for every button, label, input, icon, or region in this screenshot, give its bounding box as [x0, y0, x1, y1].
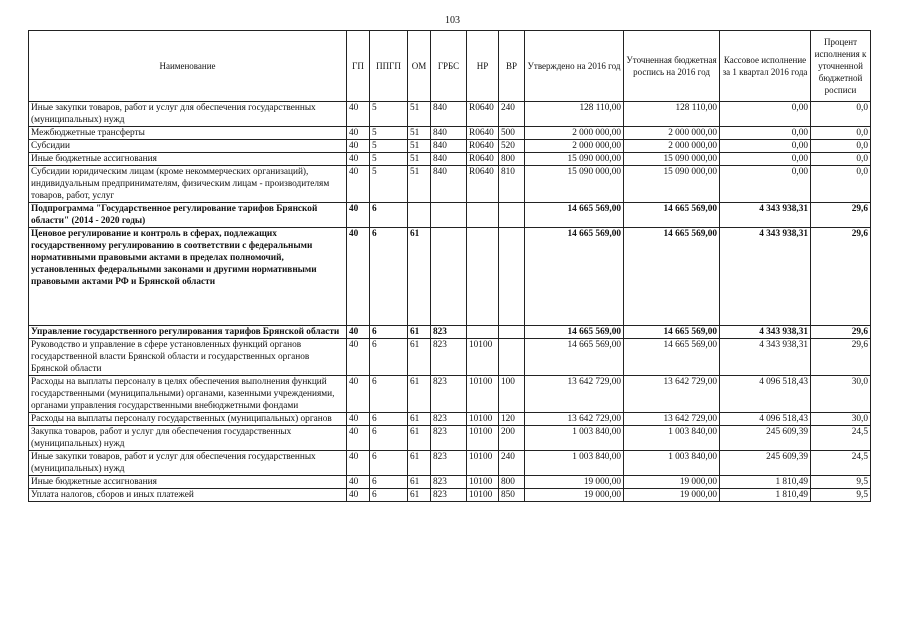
- cell-vr: 100: [499, 376, 525, 413]
- cell-cash: 1 810,49: [720, 476, 811, 489]
- cell-gp: 40: [347, 426, 370, 451]
- cell-approved: 14 665 569,00: [525, 203, 624, 228]
- cell-grbs: 823: [431, 426, 467, 451]
- cell-name: Иные бюджетные ассигнования: [29, 476, 347, 489]
- cell-ppgp: 5: [370, 140, 408, 153]
- cell-grbs: 840: [431, 140, 467, 153]
- cell-nr: R0640: [467, 166, 499, 203]
- cell-cash: 245 609,39: [720, 426, 811, 451]
- cell-om: 61: [408, 476, 431, 489]
- cell-grbs: 823: [431, 476, 467, 489]
- cell-percent: 29,6: [811, 339, 871, 376]
- cell-approved: 14 665 569,00: [525, 339, 624, 376]
- cell-nr: 10100: [467, 451, 499, 476]
- cell-cash: 0,00: [720, 127, 811, 140]
- cell-approved: 15 090 000,00: [525, 153, 624, 166]
- header-om: ОМ: [408, 31, 431, 102]
- cell-ppgp: 6: [370, 451, 408, 476]
- cell-refined: 19 000,00: [624, 489, 720, 502]
- cell-approved: 13 642 729,00: [525, 413, 624, 426]
- cell-nr: R0640: [467, 127, 499, 140]
- cell-vr: 240: [499, 451, 525, 476]
- cell-nr: 10100: [467, 489, 499, 502]
- cell-nr: [467, 326, 499, 339]
- table-row: [29, 489, 871, 502]
- cell-gp: 40: [347, 339, 370, 376]
- cell-ppgp: 6: [370, 326, 408, 339]
- cell-om: 51: [408, 140, 431, 153]
- cell-name: Расходы на выплаты персоналу государственных (муниципальных) органов: [29, 413, 347, 426]
- cell-refined: 13 642 729,00: [624, 413, 720, 426]
- cell-percent: 0,0: [811, 102, 871, 127]
- header-approved: Утверждено на 2016 год: [525, 31, 624, 102]
- cell-name: Уплата налогов, сборов и иных платежей: [29, 489, 347, 502]
- cell-refined: 2 000 000,00: [624, 127, 720, 140]
- header-gp: ГП: [347, 31, 370, 102]
- cell-gp: 40: [347, 326, 370, 339]
- cell-approved: 1 003 840,00: [525, 451, 624, 476]
- cell-percent: 0,0: [811, 127, 871, 140]
- cell-ppgp: 6: [370, 203, 408, 228]
- cell-grbs: 823: [431, 413, 467, 426]
- cell-name: Иные закупки товаров, работ и услуг для обеспечения государственных (муниципальных) нужд: [29, 102, 347, 127]
- cell-refined: 19 000,00: [624, 476, 720, 489]
- cell-gp: 40: [347, 451, 370, 476]
- cell-approved: 15 090 000,00: [525, 166, 624, 203]
- cell-percent: 9,5: [811, 476, 871, 489]
- cell-om: 51: [408, 127, 431, 140]
- cell-vr: 500: [499, 127, 525, 140]
- cell-percent: 24,5: [811, 426, 871, 451]
- cell-name: Ценовое регулирование и контроль в сферах, подлежащих государственному регулированию в соответствии с федеральными нормативными правовыми актами в пределах полномочий, установленных федеральными законами и другими нормативными правовыми актами РФ и Брянской области: [29, 228, 347, 326]
- cell-cash: 4 343 938,31: [720, 203, 811, 228]
- cell-name: Руководство и управление в сфере установленных функций органов государственной власти Брянской области и государственных органов Брянской области: [29, 339, 347, 376]
- table-row: [29, 203, 871, 228]
- header-ppgp: ППГП: [370, 31, 408, 102]
- cell-name: Субсидии: [29, 140, 347, 153]
- cell-approved: 13 642 729,00: [525, 376, 624, 413]
- cell-refined: 128 110,00: [624, 102, 720, 127]
- cell-gp: 40: [347, 489, 370, 502]
- header-grbs: ГРБС: [431, 31, 467, 102]
- cell-cash: 4 096 518,43: [720, 413, 811, 426]
- cell-refined: 14 665 569,00: [624, 203, 720, 228]
- cell-nr: [467, 203, 499, 228]
- cell-om: [408, 203, 431, 228]
- cell-ppgp: 6: [370, 489, 408, 502]
- table-row: [29, 376, 871, 413]
- cell-vr: 810: [499, 166, 525, 203]
- cell-nr: 10100: [467, 376, 499, 413]
- cell-grbs: 823: [431, 451, 467, 476]
- table-row: [29, 339, 871, 376]
- cell-cash: 4 096 518,43: [720, 376, 811, 413]
- cell-percent: 0,0: [811, 140, 871, 153]
- cell-grbs: 823: [431, 326, 467, 339]
- cell-approved: 14 665 569,00: [525, 228, 624, 326]
- cell-name: Межбюджетные трансферты: [29, 127, 347, 140]
- cell-ppgp: 5: [370, 102, 408, 127]
- cell-nr: 10100: [467, 339, 499, 376]
- cell-nr: R0640: [467, 102, 499, 127]
- cell-om: 61: [408, 228, 431, 326]
- cell-ppgp: 6: [370, 426, 408, 451]
- cell-approved: 19 000,00: [525, 489, 624, 502]
- cell-cash: 0,00: [720, 102, 811, 127]
- cell-vr: [499, 203, 525, 228]
- cell-vr: 800: [499, 153, 525, 166]
- cell-approved: 2 000 000,00: [525, 140, 624, 153]
- cell-refined: 2 000 000,00: [624, 140, 720, 153]
- cell-grbs: [431, 203, 467, 228]
- header-refined: Уточненная бюджетная роспись на 2016 год: [624, 31, 720, 102]
- cell-nr: R0640: [467, 153, 499, 166]
- cell-om: 61: [408, 426, 431, 451]
- cell-refined: 1 003 840,00: [624, 426, 720, 451]
- cell-gp: 40: [347, 140, 370, 153]
- cell-name: Иные закупки товаров, работ и услуг для обеспечения государственных (муниципальных) нужд: [29, 451, 347, 476]
- cell-refined: 15 090 000,00: [624, 153, 720, 166]
- header-percent: Процент исполнения к уточненной бюджетной росписи: [811, 31, 871, 102]
- cell-refined: 15 090 000,00: [624, 166, 720, 203]
- cell-om: 61: [408, 376, 431, 413]
- cell-percent: 9,5: [811, 489, 871, 502]
- cell-vr: [499, 228, 525, 326]
- table-body: [29, 102, 871, 502]
- cell-approved: 19 000,00: [525, 476, 624, 489]
- cell-ppgp: 5: [370, 127, 408, 140]
- cell-refined: 14 665 569,00: [624, 339, 720, 376]
- header-nr: НР: [467, 31, 499, 102]
- cell-percent: 0,0: [811, 166, 871, 203]
- cell-grbs: 823: [431, 339, 467, 376]
- cell-gp: 40: [347, 476, 370, 489]
- cell-grbs: 840: [431, 166, 467, 203]
- table-row: [29, 413, 871, 426]
- cell-approved: 14 665 569,00: [525, 326, 624, 339]
- cell-grbs: 840: [431, 127, 467, 140]
- cell-cash: 0,00: [720, 153, 811, 166]
- cell-ppgp: 6: [370, 228, 408, 326]
- cell-percent: 24,5: [811, 451, 871, 476]
- cell-ppgp: 5: [370, 166, 408, 203]
- cell-vr: 850: [499, 489, 525, 502]
- cell-name: Расходы на выплаты персоналу в целях обеспечения выполнения функций государственными (муниципальными) органами, казенными учреждениями, органами управления государственными внебюджетными фондами: [29, 376, 347, 413]
- cell-approved: 1 003 840,00: [525, 426, 624, 451]
- cell-vr: 120: [499, 413, 525, 426]
- budget-table: [28, 30, 871, 502]
- cell-vr: 240: [499, 102, 525, 127]
- cell-ppgp: 6: [370, 476, 408, 489]
- cell-grbs: 840: [431, 102, 467, 127]
- table-header-row: [29, 31, 871, 102]
- cell-refined: 13 642 729,00: [624, 376, 720, 413]
- cell-gp: 40: [347, 127, 370, 140]
- cell-gp: 40: [347, 228, 370, 326]
- cell-grbs: 823: [431, 489, 467, 502]
- cell-om: 51: [408, 153, 431, 166]
- cell-gp: 40: [347, 413, 370, 426]
- cell-cash: 4 343 938,31: [720, 339, 811, 376]
- cell-ppgp: 5: [370, 153, 408, 166]
- cell-refined: 14 665 569,00: [624, 228, 720, 326]
- header-vr: ВР: [499, 31, 525, 102]
- cell-approved: 128 110,00: [525, 102, 624, 127]
- cell-cash: 4 343 938,31: [720, 228, 811, 326]
- cell-percent: 30,0: [811, 376, 871, 413]
- cell-percent: 0,0: [811, 153, 871, 166]
- cell-percent: 29,6: [811, 203, 871, 228]
- page-number: 103: [445, 15, 460, 26]
- table-row: [29, 140, 871, 153]
- table-row: [29, 451, 871, 476]
- cell-cash: 245 609,39: [720, 451, 811, 476]
- table-row: [29, 476, 871, 489]
- cell-vr: 520: [499, 140, 525, 153]
- cell-refined: 14 665 569,00: [624, 326, 720, 339]
- table-row: [29, 228, 871, 326]
- cell-om: 61: [408, 489, 431, 502]
- cell-om: 61: [408, 413, 431, 426]
- cell-vr: [499, 326, 525, 339]
- cell-ppgp: 6: [370, 376, 408, 413]
- cell-vr: 200: [499, 426, 525, 451]
- cell-om: 51: [408, 102, 431, 127]
- header-cash: Кассовое исполнение за 1 квартал 2016 года: [720, 31, 811, 102]
- cell-om: 51: [408, 166, 431, 203]
- table-row: [29, 326, 871, 339]
- cell-approved: 2 000 000,00: [525, 127, 624, 140]
- cell-name: Субсидии юридическим лицам (кроме некоммерческих организаций), индивидуальным предпринимателям, физическим лицам - производителям товаров, работ, услуг: [29, 166, 347, 203]
- cell-nr: R0640: [467, 140, 499, 153]
- cell-name: Подпрограмма "Государственное регулирование тарифов Брянской области" (2014 - 2020 годы): [29, 203, 347, 228]
- table-row: [29, 166, 871, 203]
- cell-om: 61: [408, 326, 431, 339]
- cell-grbs: [431, 228, 467, 326]
- cell-om: 61: [408, 339, 431, 376]
- table-row: [29, 153, 871, 166]
- cell-vr: 800: [499, 476, 525, 489]
- cell-gp: 40: [347, 153, 370, 166]
- cell-gp: 40: [347, 203, 370, 228]
- cell-cash: 1 810,49: [720, 489, 811, 502]
- cell-cash: 0,00: [720, 166, 811, 203]
- cell-ppgp: 6: [370, 339, 408, 376]
- cell-gp: 40: [347, 376, 370, 413]
- cell-name: Закупка товаров, работ и услуг для обеспечения государственных (муниципальных) нужд: [29, 426, 347, 451]
- cell-om: 61: [408, 451, 431, 476]
- cell-name: Управление государственного регулирования тарифов Брянской области: [29, 326, 347, 339]
- cell-gp: 40: [347, 166, 370, 203]
- cell-nr: [467, 228, 499, 326]
- cell-nr: 10100: [467, 476, 499, 489]
- cell-vr: [499, 339, 525, 376]
- cell-nr: 10100: [467, 426, 499, 451]
- cell-cash: 4 343 938,31: [720, 326, 811, 339]
- cell-cash: 0,00: [720, 140, 811, 153]
- cell-ppgp: 6: [370, 413, 408, 426]
- cell-percent: 29,6: [811, 228, 871, 326]
- cell-percent: 29,6: [811, 326, 871, 339]
- cell-name: Иные бюджетные ассигнования: [29, 153, 347, 166]
- table-row: [29, 426, 871, 451]
- cell-percent: 30,0: [811, 413, 871, 426]
- table-row: [29, 127, 871, 140]
- table-row: [29, 102, 871, 127]
- cell-grbs: 823: [431, 376, 467, 413]
- cell-grbs: 840: [431, 153, 467, 166]
- cell-refined: 1 003 840,00: [624, 451, 720, 476]
- cell-gp: 40: [347, 102, 370, 127]
- header-name: Наименование: [29, 31, 347, 102]
- cell-nr: 10100: [467, 413, 499, 426]
